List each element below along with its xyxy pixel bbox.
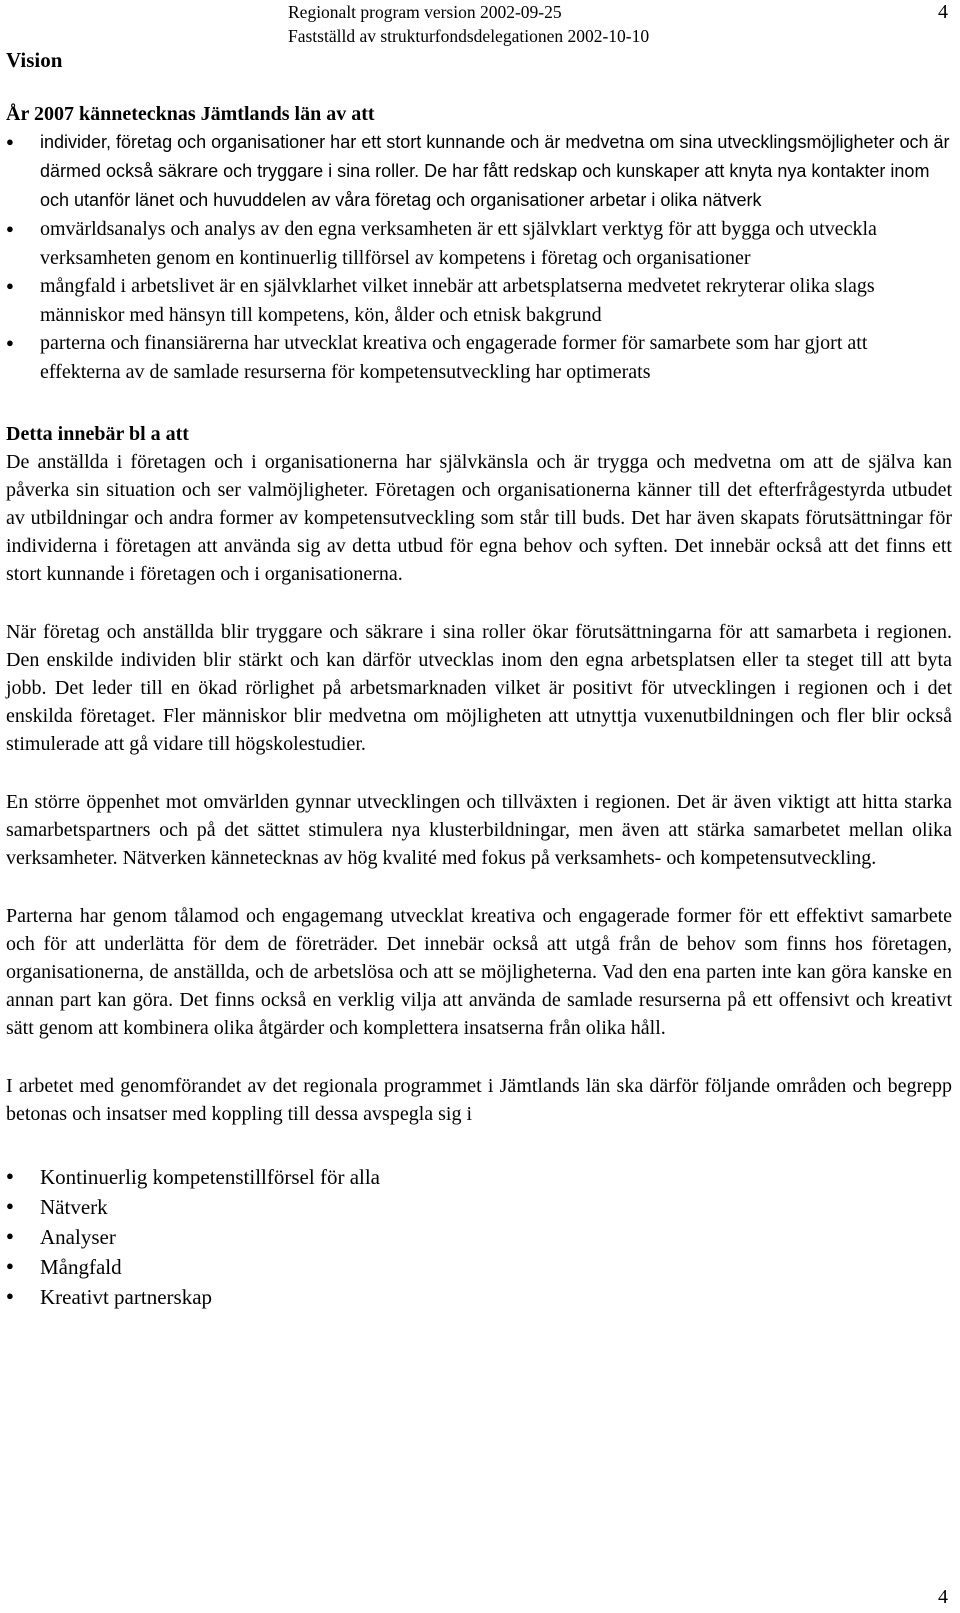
page-header — [288, 0, 688, 48]
vision-item: ● individer, företag och organisationer har ett stort kunnande och är medvetna om sina utvecklingsmöjligheter och är därmed också säkrare och tryggare i sina roller. De har fått redskap och kunskaper att knyta nya kontakter inom och utanför länet och huvuddelen av våra företag och organisationer arbetar i olika nätverk — [6, 128, 952, 215]
page-number-bottom: 4 — [938, 1586, 948, 1608]
paragraph: De anställda i företagen och i organisationerna har självkänsla och är trygga och medvetna om att de själva kan påverka sin situation och ser valmöjligheter. Företagen och organisationerna känner till det efterfrågestyrda utbudet av utbildningar och andra former av kompetensutveckling som står till buds. Det har även skapats förutsättningar för individerna i företagen att använda sig av detta utbud för egna behov och syften. Det innebär också att det finns ett stort kunnande i företagen och i organisationerna. — [6, 451, 952, 585]
section-title-vision: Vision — [6, 48, 63, 72]
paragraph: Parterna har genom tålamod och engagemang utvecklat kreativa och engagerade former för ett effektivt samarbete och för att underlätta för dem de företräder. Det innebär också att utgå från de behov som finns hos företagen, organisationerna, de anställda, och de arbetslösa och att se möjligheterna. Vad den ena parten inte kan göra kanske en annan part kan göra. Det finns också en verklig vilja att använda de samlade resurserna på ett offensivt och kreativt sätt genom att kombinera olika åtgärder och komplettera insatserna från olika håll. — [6, 905, 952, 1039]
vision-item: ● mångfald i arbetslivet är en självklarhet vilket innebär att arbetsplatserna medvetet rekryterar olika slags människor med hänsyn till kompetens, kön, ålder och etnisk bakgrund — [6, 272, 952, 329]
focus-areas-list — [6, 1162, 952, 1312]
focus-area-item: ● Nätverk — [6, 1192, 952, 1222]
document-body — [6, 46, 952, 1312]
focus-area-item: ● Mångfald — [6, 1252, 952, 1282]
focus-area-item: ● Kreativt partnerskap — [6, 1282, 952, 1312]
vision-subtitle: År 2007 kännetecknas Jämtlands län av att — [6, 103, 375, 125]
header-approval: Fastställd av strukturfondsdelegationen 2002-10-10 — [288, 26, 650, 46]
vision-item: ● parterna och finansiärerna har utvecklat kreativa och engagerade former för samarbete som har gjort att effekterna av de samlade resurserna för kompetensutveckling har optimerats — [6, 329, 952, 386]
paragraph: En större öppenhet mot omvärlden gynnar utvecklingen och tillväxten i regionen. Det är även viktigt att hitta starka samarbetspartners och på det sättet stimulera nya klusterbildningar, men även att stärka samarbetet mellan olika verksamheter. Nätverken kännetecknas av hög kvalité med fokus på verksamhets- och kompetensutveckling. — [6, 791, 952, 869]
paragraph: I arbetet med genomförandet av det regionala programmet i Jämtlands län ska därför följande områden och begrepp betonas och insatser med koppling till dessa avspegla sig i — [6, 1075, 952, 1125]
focus-area-item: ● Kontinuerlig kompetenstillförsel för alla — [6, 1162, 952, 1192]
paragraph: När företag och anställda blir tryggare och säkrare i sina roller ökar förutsättningarna för att samarbeta i regionen. Den enskilde individen blir stärkt och kan därför utvecklas inom den egna arbetsplatsen eller ta steget till att byta jobb. Det leder till en ökad rörlighet på arbetsmarknaden vilket är positivt för utvecklingen i regionen och i det enskilda företaget. Fler människor blir medvetna om möjligheten att utnyttja vuxenutbildningen och fler blir också stimulerade att gå vidare till högskolestudier. — [6, 621, 952, 755]
vision-list — [6, 128, 952, 386]
focus-area-item: ● Analyser — [6, 1222, 952, 1252]
header-program-version: Regionalt program version 2002-09-25 — [288, 2, 562, 22]
vision-item: ● omvärldsanalys och analys av den egna verksamheten är ett självklart verktyg för att bygga och utveckla verksamheten genom en kontinuerlig tillförsel av kompetens i företag och organisationer — [6, 215, 952, 272]
section-title-means: Detta innebär bl a att — [6, 423, 189, 445]
page-number-top: 4 — [938, 1, 948, 23]
